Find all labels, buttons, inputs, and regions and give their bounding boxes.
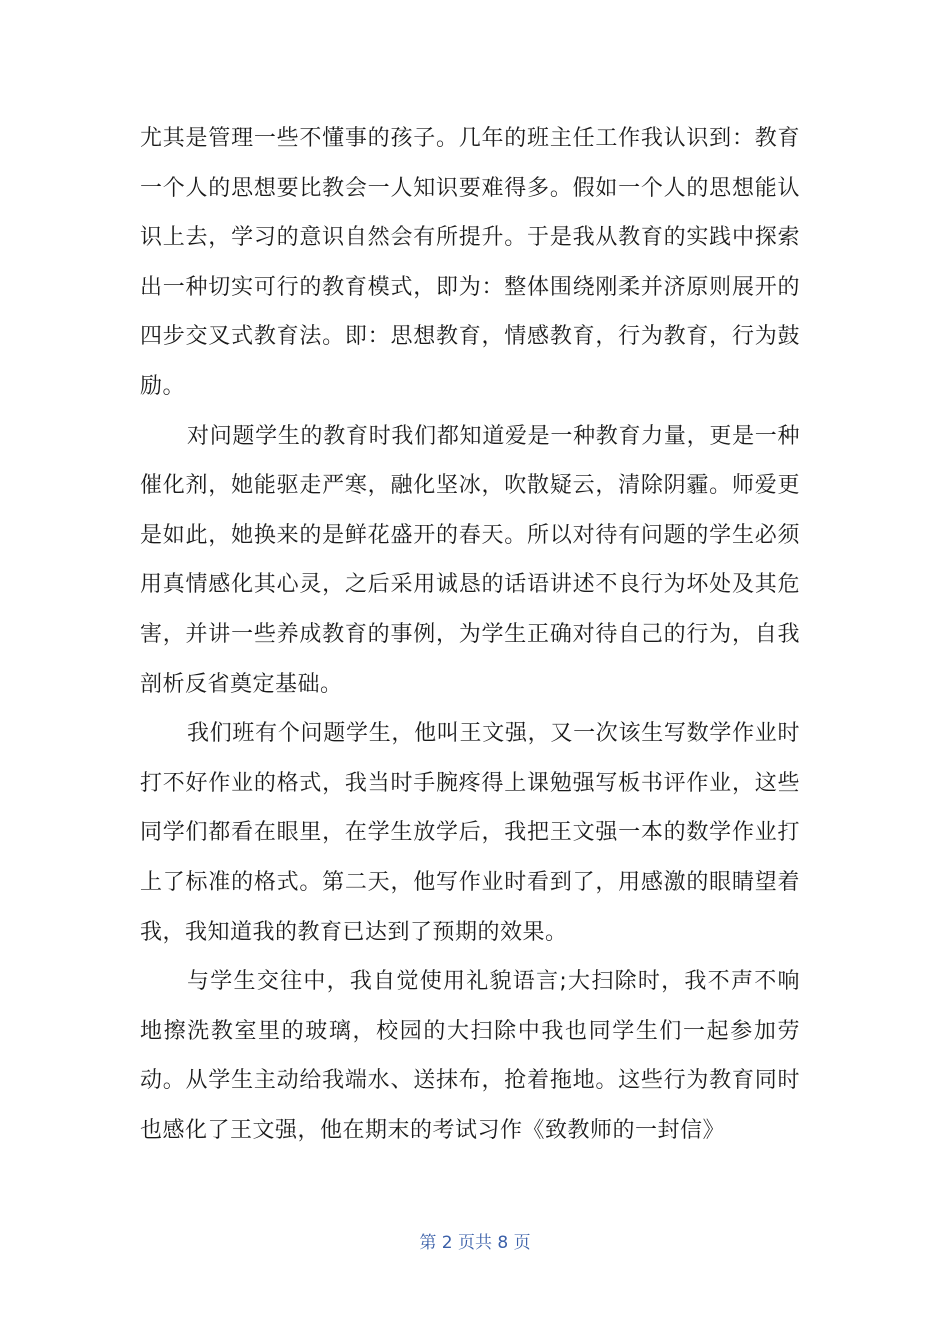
paragraph-3: 我们班有个问题学生，他叫王文强，又一次该生写数学作业时打不好作业的格式，我当时手腕疼得上课勉强写板书评作业，这些同学们都看在眼里，在学生放学后，我把王文强一本的数学作业打上了标准的格式。第二天，他写作业时看到了，用感激的眼睛望着我，我知道我的教育已达到了预期的效果。 [140, 721, 800, 945]
paragraph-4: 与学生交往中，我自觉使用礼貌语言;大扫除时，我不声不响地擦洗教室里的玻璃，校园的大扫除中我也同学生们一起参加劳动。从学生主动给我端水、送抹布，抢着拖地。这些行为教育同时也感化了王文强，他在期末的考试习作《致教师的一封信》 [140, 969, 800, 1143]
paragraph-2: 对问题学生的教育时我们都知道爱是一种教育力量，更是一种催化剂，她能驱走严寒，融化坚冰，吹散疑云，清除阴霾。师爱更是如此，她换来的是鲜花盛开的春天。所以对待有问题的学生必须用真情感化其心灵，之后采用诚恳的话语讲述不良行为坏处及其危害，并讲一些养成教育的事例，为学生正确对待自己的行为，自我剖析反省奠定基础。 [140, 423, 800, 697]
document-body [140, 114, 800, 1155]
page-number-footer: 第 2 页共 8 页 [419, 1233, 531, 1253]
paragraph-1: 尤其是管理一些不懂事的孩子。几年的班主任工作我认识到：教育一个人的思想要比教会一人知识要难得多。假如一个人的思想能认识上去，学习的意识自然会有所提升。于是我从教育的实践中探索出一种切实可行的教育模式，即为：整体围绕刚柔并济原则展开的四步交叉式教育法。即：思想教育，情感教育，行为教育，行为鼓励。 [140, 126, 800, 399]
